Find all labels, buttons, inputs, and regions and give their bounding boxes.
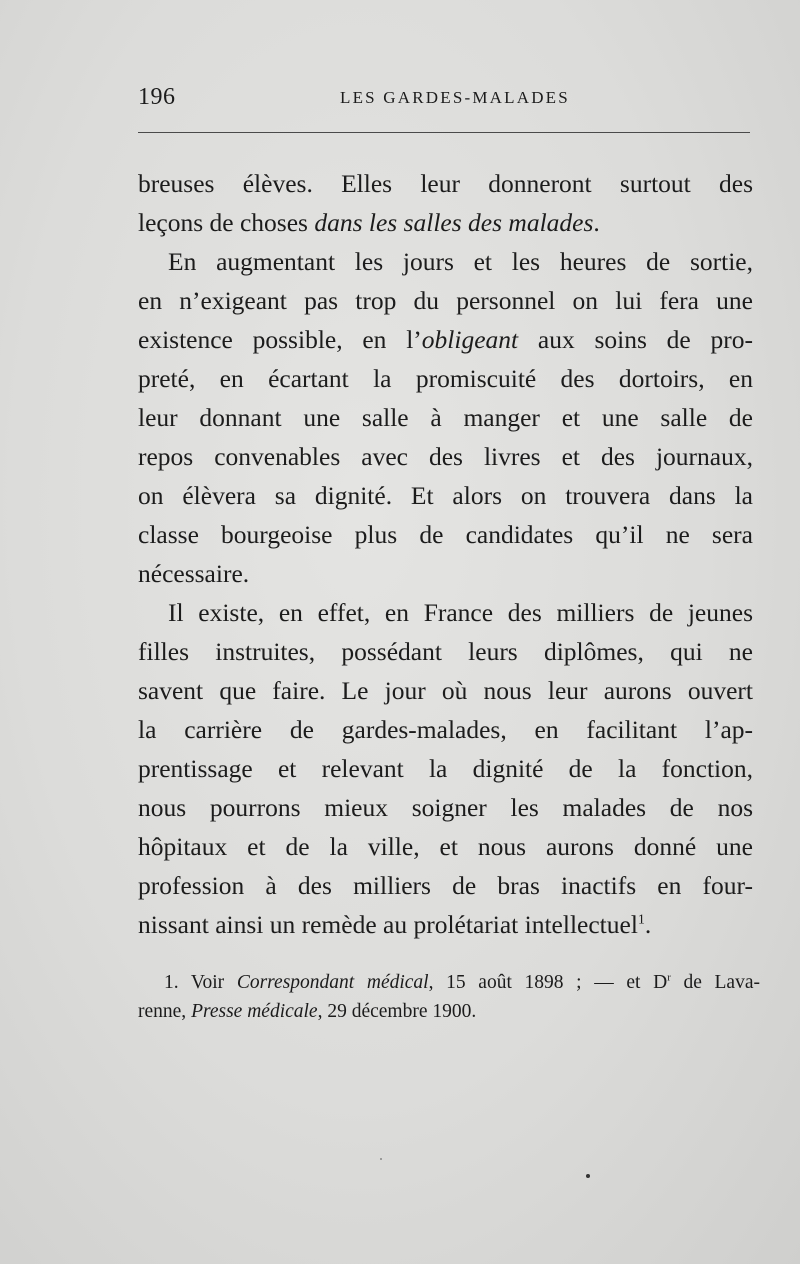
paper-speck (380, 1158, 382, 1160)
text-line: profession à des milliers de bras inactifs en four- (138, 871, 753, 900)
text-line: repos convenables avec des livres et des journaux, (138, 442, 753, 471)
text-line: hôpitaux et de la ville, et nous aurons donné une (138, 832, 753, 861)
italic-word: obligeant (421, 325, 519, 354)
page-header (138, 84, 754, 116)
text-span: , 29 décembre 1900. (317, 1001, 477, 1022)
text-span: , 15 août 1898 ; — et D (428, 972, 668, 993)
text-span: nissant ainsi un remède au prolétariat intellectuel (138, 910, 638, 939)
text-line: breuses élèves. Elles leur donneront surtout des (138, 169, 753, 198)
journal-title: Presse médicale (191, 1001, 318, 1022)
text-line: nécessaire. (138, 559, 250, 588)
text-line: la carrière de gardes-malades, en facilitant l’ap- (138, 715, 753, 744)
italic-phrase: dans les salles des malades (314, 208, 594, 237)
footnote-marker: 1. (164, 972, 179, 993)
text-line: savent que faire. Le jour où nous leur aurons ouvert (138, 676, 753, 705)
footnote-reference: 1 (637, 912, 645, 928)
text-span: . (644, 910, 652, 939)
text-span: renne, (138, 1001, 192, 1022)
paragraph-1 (138, 164, 753, 242)
text-span: existence possible, en l’ (138, 325, 422, 354)
body-text (138, 164, 753, 944)
text-span: Voir (178, 972, 237, 993)
text-line: on élèvera sa dignité. Et alors on trouvera dans la (138, 481, 753, 510)
text-line: preté, en écartant la promiscuité des dortoirs, en (138, 364, 753, 393)
text-span: aux soins de pro- (518, 325, 753, 354)
journal-title: Correspondant médical (236, 972, 429, 993)
text-span: de Lava- (670, 972, 760, 993)
page-number: 196 (138, 84, 176, 110)
text-line: classe bourgeoise plus de candidates qu’il ne sera (138, 520, 753, 549)
header-rule (138, 132, 750, 133)
text-span: leçons de choses (138, 208, 315, 237)
paper-speck (586, 1174, 590, 1178)
running-title: LES GARDES-MALADES (340, 88, 570, 107)
text-line: prentissage et relevant la dignité de la fonction, (138, 754, 753, 783)
paragraph-3 (138, 593, 753, 944)
abbrev-superscript: r (667, 971, 671, 984)
text-line: nous pourrons mieux soigner les malades de nos (138, 793, 753, 822)
text-line (138, 320, 753, 359)
text-line: leur donnant une salle à manger et une salle de (138, 403, 753, 432)
text-span: . (593, 208, 600, 237)
text-line (138, 203, 753, 242)
footnote-line (138, 997, 760, 1026)
text-line: Il existe, en effet, en France des milliers de jeunes (168, 598, 753, 627)
footnote (138, 968, 760, 1026)
text-line (138, 905, 753, 944)
footnote-line (138, 968, 760, 997)
paragraph-2 (138, 242, 753, 593)
text-line: En augmentant les jours et les heures de sortie, (168, 247, 753, 276)
text-line: en n’exigeant pas trop du personnel on lui fera une (138, 286, 753, 315)
text-line: filles instruites, possédant leurs diplômes, qui ne (138, 637, 753, 666)
